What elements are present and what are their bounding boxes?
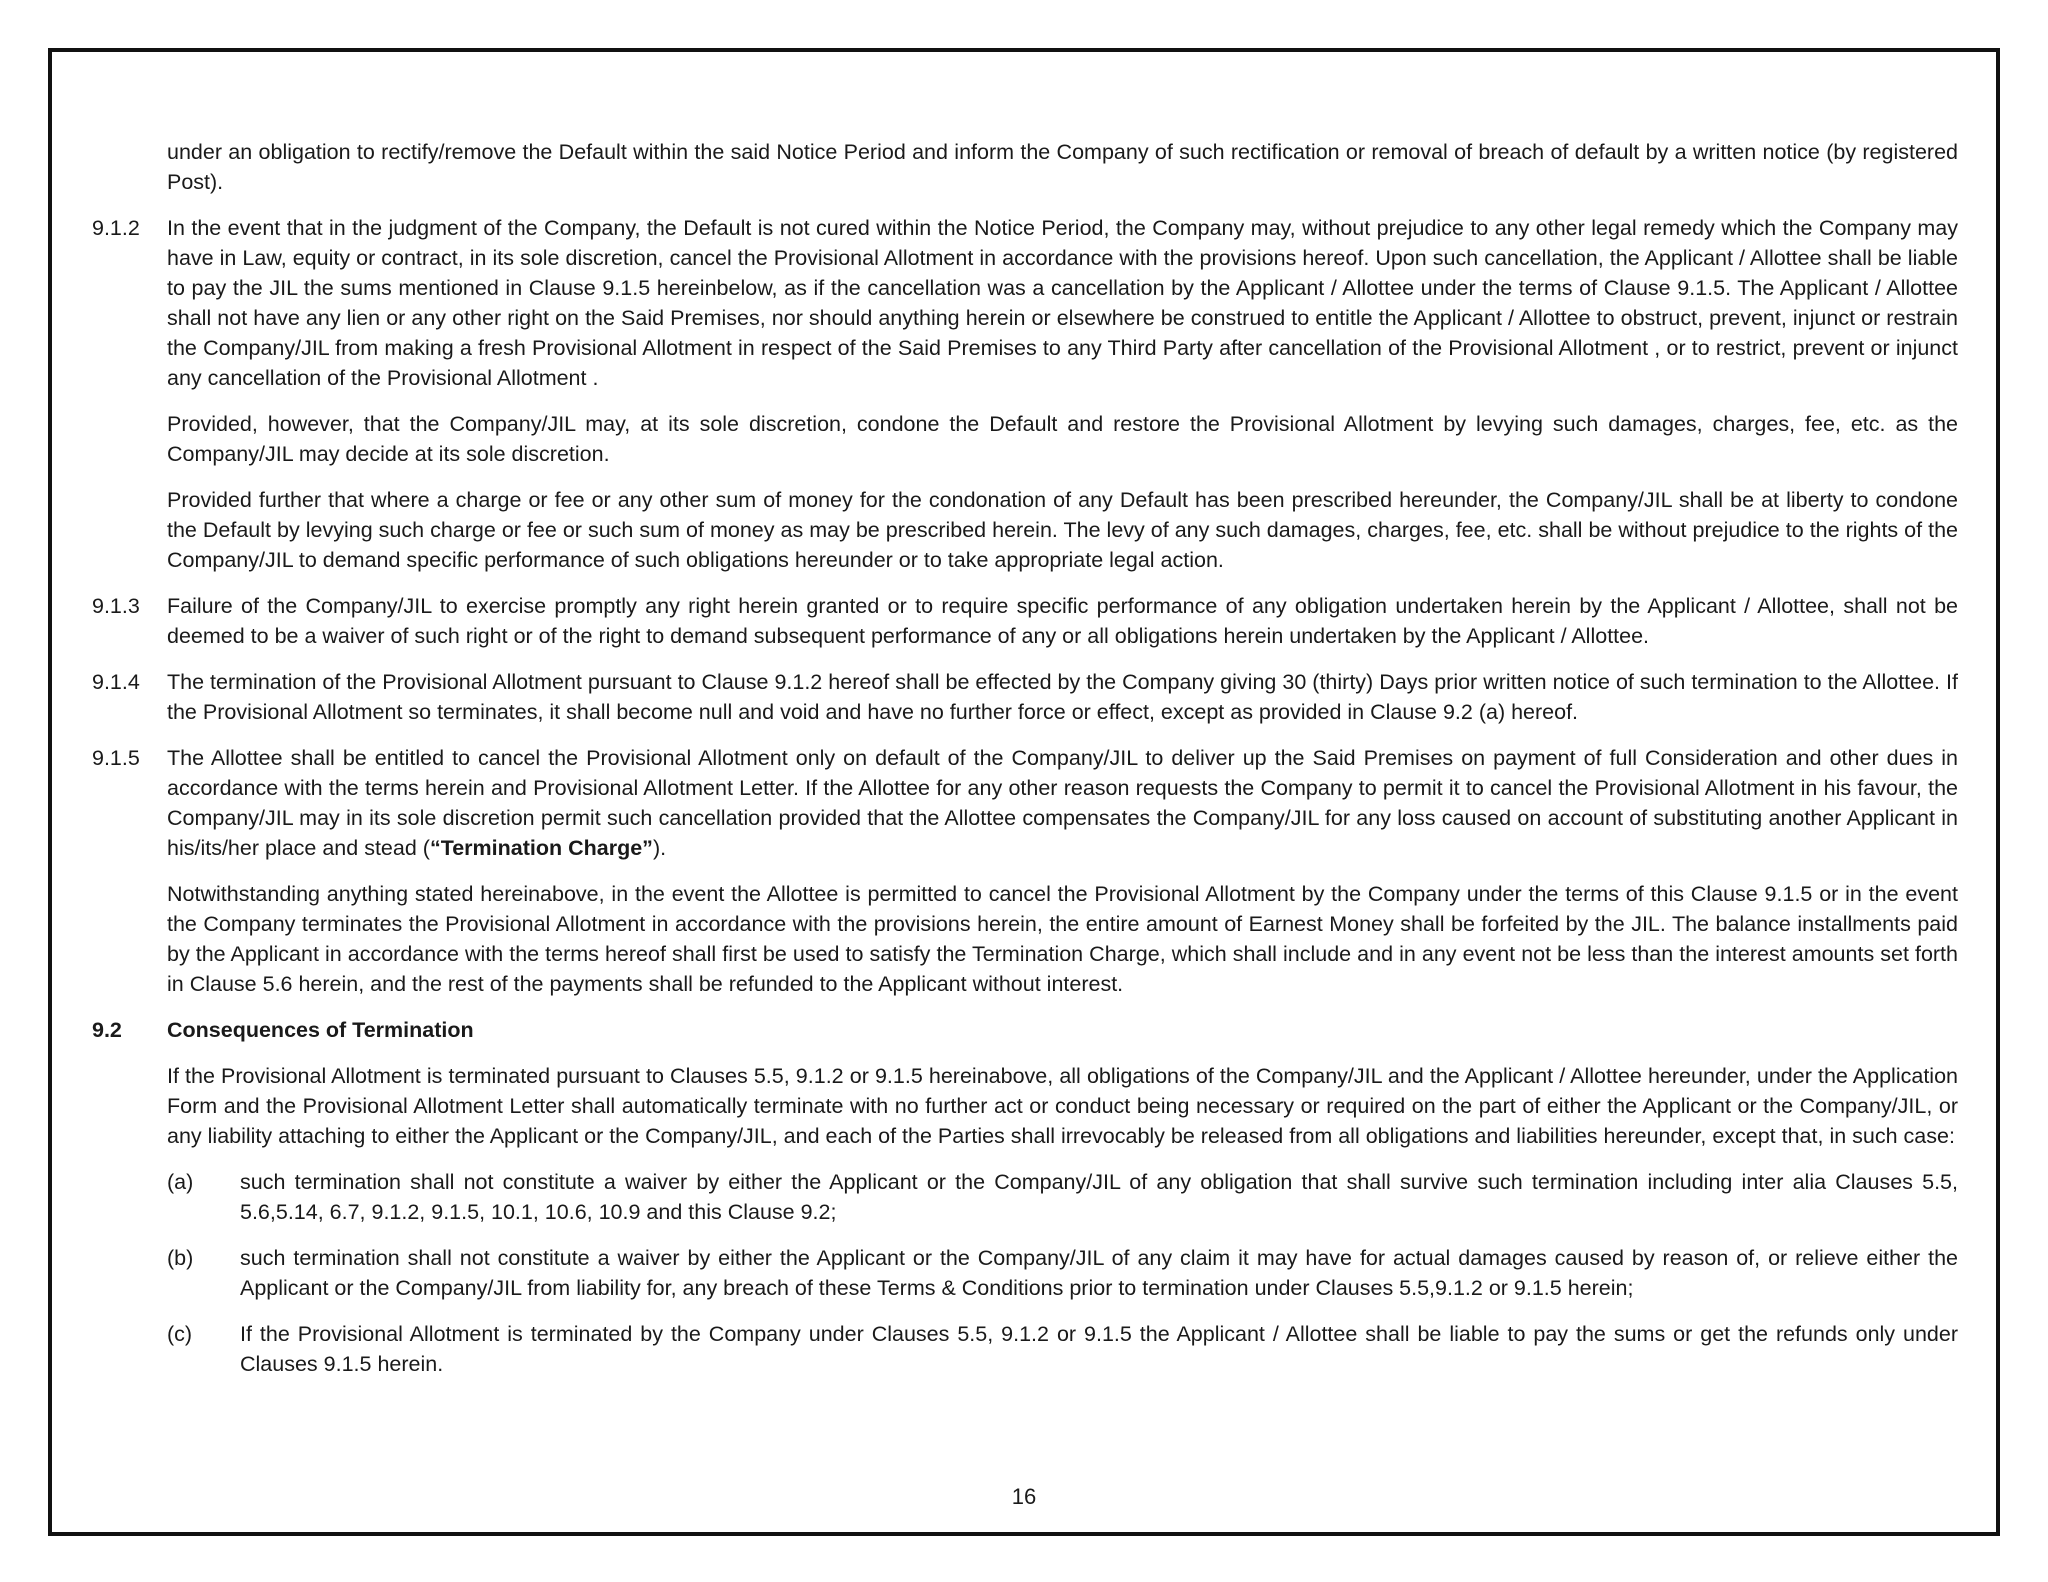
- item-letter: (a): [167, 1170, 194, 1194]
- section-number: 9.2: [92, 1018, 122, 1042]
- proviso-paragraph: [92, 409, 1958, 469]
- proviso-further-paragraph: [92, 485, 1958, 575]
- clause-number: 9.1.5: [92, 746, 140, 770]
- section-title: Consequences of Termination: [167, 1018, 474, 1042]
- section-heading: [92, 1015, 1958, 1045]
- document-body: [92, 137, 1958, 1395]
- clause-text-end: ).: [652, 836, 667, 860]
- list-item: [92, 1167, 1958, 1227]
- paragraph-text: If the Provisional Allotment is terminated pursuant to Clauses 5.5, 9.1.2 or 9.1.5 hereinabove, all obligations of the Company/JIL and the Applicant / Allottee hereunder, under the Application Form and the Provisional Allotment Letter shall automatically terminate with no further act or conduct being necessary or required on the part of either the Applicant or the Company/JIL, or any liability attaching to either the Applicant or the Company/JIL, and each of the Parties shall irrevocably be released from all obligations and liabilities hereunder, except that, in such case:: [167, 1064, 1958, 1148]
- item-text: such termination shall not constitute a waiver by either the Applicant or the Company/JIL of any obligation that shall survive such termination including inter alia Clauses 5.5, 5.6,5.14, 6.7, 9.1.2, 9.1.5, 10.1, 10.6, 10.9 and this Clause 9.2;: [240, 1170, 1958, 1224]
- item-letter: (c): [167, 1322, 193, 1346]
- clause-9-1-3: [92, 591, 1958, 651]
- page-number: 16: [1011, 1484, 1037, 1509]
- list-item: [92, 1319, 1958, 1379]
- paragraph-text: Provided, however, that the Company/JIL may, at its sole discretion, condone the Default and restore the Provisional Allotment by levying such damages, charges, fee, etc. as the Company/JIL may decide at its sole discretion.: [167, 412, 1958, 466]
- paragraph-continuation: [92, 137, 1958, 197]
- paragraph-text: under an obligation to rectify/remove the Default within the said Notice Period and inform the Company of such rectification or removal of breach of default by a written notice (by registered Post).: [167, 140, 1958, 194]
- clause-number: 9.1.3: [92, 594, 140, 618]
- clause-number: 9.1.4: [92, 670, 140, 694]
- item-text: such termination shall not constitute a waiver by either the Applicant or the Company/JIL of any claim it may have for actual damages caused by reason of, or relieve either the Applicant or the Company/JIL from liability for, any breach of these Terms & Conditions prior to termination under Clauses 5.5,9.1.2 or 9.1.5 herein;: [240, 1246, 1958, 1300]
- paragraph-text: Provided further that where a charge or fee or any other sum of money for the condonation of any Default has been prescribed hereunder, the Company/JIL shall be at liberty to condone the Default by levying such charge or fee or such sum of money as may be prescribed herein. The levy of any such damages, charges, fee, etc. shall be without prejudice to the rights of the Company/JIL to demand specific performance of such obligations hereunder or to take appropriate legal action.: [167, 488, 1958, 572]
- defined-term: “Termination Charge”: [429, 836, 653, 860]
- clause-9-1-5: [92, 743, 1958, 863]
- item-text: If the Provisional Allotment is terminated by the Company under Clauses 5.5, 9.1.2 or 9.1.5 the Applicant / Allottee shall be liable to pay the sums or get the refunds only under Clauses 9.1.5 herein.: [240, 1322, 1958, 1376]
- clause-number: 9.1.2: [92, 216, 140, 240]
- clause-text: The Allottee shall be entitled to cancel the Provisional Allotment only on default of the Company/JIL to deliver up the Said Premises on payment of full Consideration and other dues in accordance with the terms herein and Provisional Allotment Letter. If the Allottee for any other reason requests the Company to permit it to cancel the Provisional Allotment in his favour, the Company/JIL may in its sole discretion permit such cancellation provided that the Allottee compensates the Company/JIL for any loss caused on account of substituting another Applicant in his/its/her place and stead (: [167, 746, 1958, 860]
- section-intro: [92, 1061, 1958, 1151]
- notwithstanding-paragraph: [92, 879, 1958, 999]
- clause-9-1-4: [92, 667, 1958, 727]
- item-letter: (b): [167, 1246, 194, 1270]
- clause-text: Failure of the Company/JIL to exercise promptly any right herein granted or to require specific performance of any obligation undertaken herein by the Applicant / Allottee, shall not be deemed to be a waiver of such right or of the right to demand subsequent performance of any or all obligations herein undertaken by the Applicant / Allottee.: [167, 594, 1958, 648]
- clause-text: The termination of the Provisional Allotment pursuant to Clause 9.1.2 hereof shall be effected by the Company giving 30 (thirty) Days prior written notice of such termination to the Allottee. If the Provisional Allotment so terminates, it shall become null and void and have no further force or effect, except as provided in Clause 9.2 (a) hereof.: [167, 670, 1958, 724]
- clause-text: In the event that in the judgment of the Company, the Default is not cured within the Notice Period, the Company may, without prejudice to any other legal remedy which the Company may have in Law, equity or contract, in its sole discretion, cancel the Provisional Allotment in accordance with the provisions hereof. Upon such cancellation, the Applicant / Allottee shall be liable to pay the JIL the sums mentioned in Clause 9.1.5 hereinbelow, as if the cancellation was a cancellation by the Applicant / Allottee under the terms of Clause 9.1.5. The Applicant / Allottee shall not have any lien or any other right on the Said Premises, nor should anything herein or elsewhere be construed to entitle the Applicant / Allottee to obstruct, prevent, injunct or restrain the Company/JIL from making a fresh Provisional Allotment in respect of the Said Premises to any Third Party after cancellation of the Provisional Allotment , or to restrict, prevent or injunct any cancellation of the Provisional Allotment .: [167, 216, 1958, 390]
- paragraph-text: Notwithstanding anything stated hereinabove, in the event the Allottee is permitted to cancel the Provisional Allotment by the Company under the terms of this Clause 9.1.5 or in the event the Company terminates the Provisional Allotment in accordance with the provisions herein, the entire amount of Earnest Money shall be forfeited by the JIL. The balance installments paid by the Applicant in accordance with the terms hereof shall first be used to satisfy the Termination Charge, which shall include and in any event not be less than the interest amounts set forth in Clause 5.6 herein, and the rest of the payments shall be refunded to the Applicant without interest.: [167, 882, 1958, 996]
- list-item: [92, 1243, 1958, 1303]
- clause-9-1-2: [92, 213, 1958, 393]
